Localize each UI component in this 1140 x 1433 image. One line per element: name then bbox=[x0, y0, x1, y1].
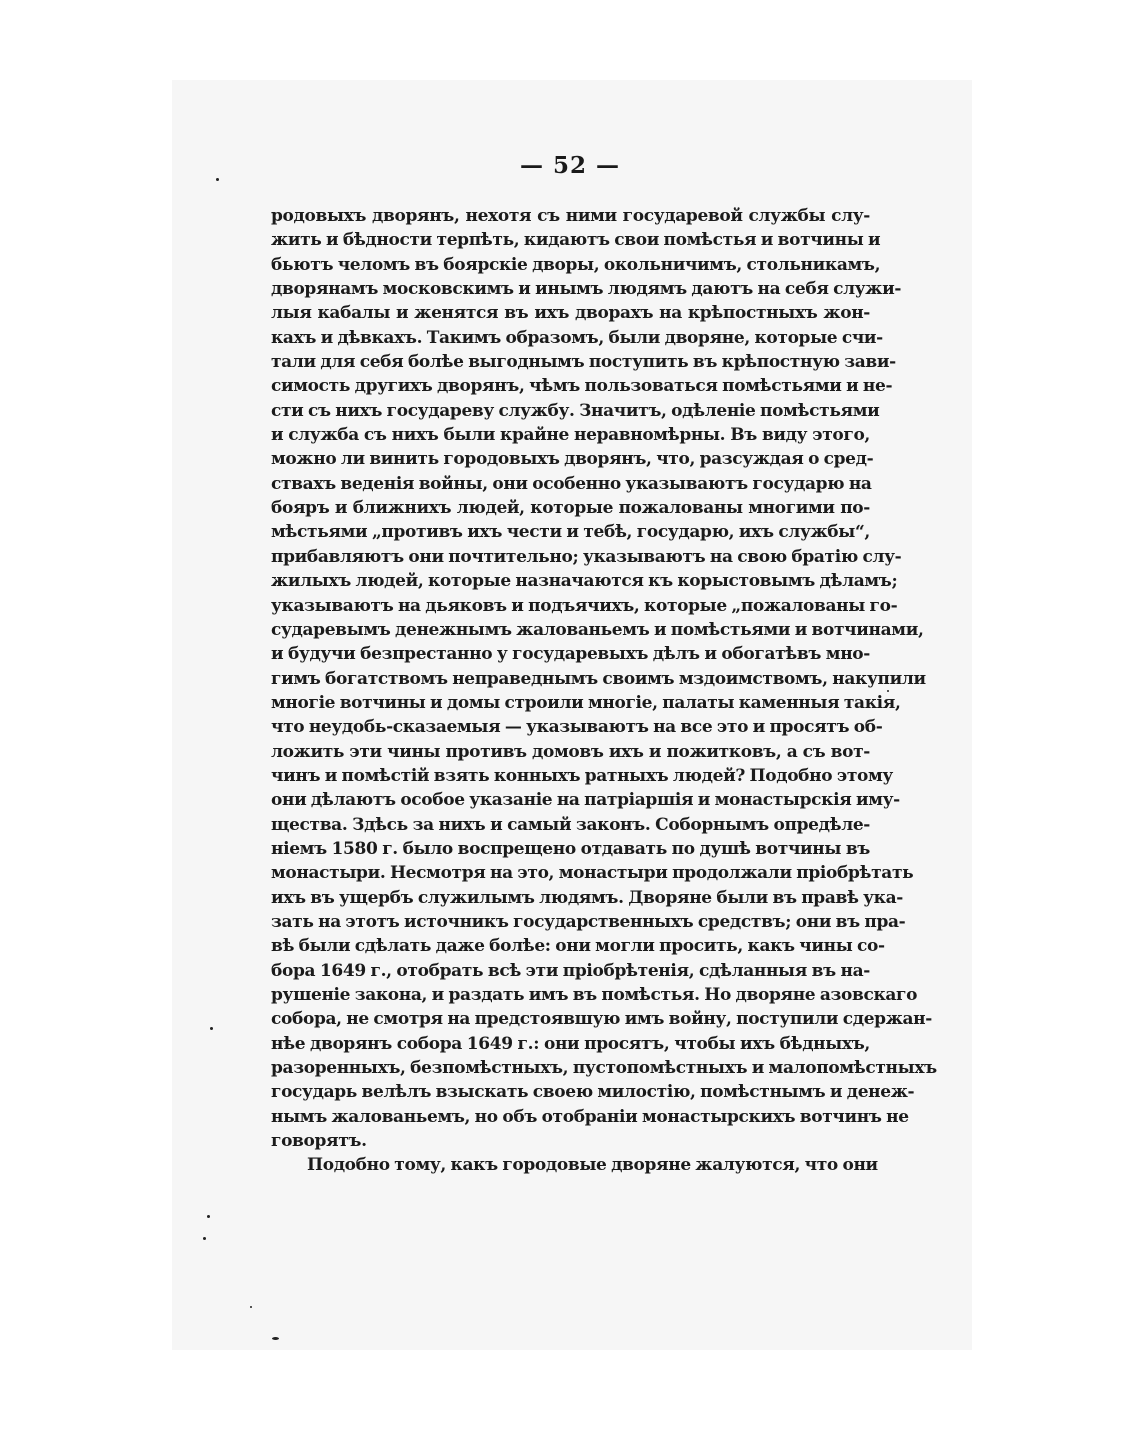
text-line: собора, не смотря на предстоявшую имъ войну, поступили сдержан- bbox=[271, 1009, 932, 1030]
text-line: сударевымъ денежнымъ жалованьемъ и помѣстьями и вотчинами, bbox=[271, 619, 924, 640]
text-line: указываютъ на дьяковъ и подъячихъ, которые „пожалованы го- bbox=[271, 595, 898, 616]
text-line: бора 1649 г., отобрать всѣ эти пріобрѣтенія, сдѣланныя въ на- bbox=[271, 960, 870, 981]
scan-speck bbox=[210, 1027, 213, 1030]
text-line: лыя кабалы и женятся въ ихъ дворахъ на крѣпостныхъ жон- bbox=[271, 303, 870, 324]
scan-speck bbox=[250, 1306, 252, 1308]
text-line: они дѣлаютъ особое указаніе на патріаршія и монастырскія иму- bbox=[271, 790, 900, 811]
text-line: тали для себя болѣе выгоднымъ поступить въ крѣпостную зави- bbox=[271, 352, 896, 373]
page-number: — 52 — bbox=[519, 152, 621, 179]
text-line: ложить эти чины противъ домовъ ихъ и пожитковъ, а съ вот- bbox=[271, 741, 870, 762]
text-line: зать на этотъ источникъ государственныхъ средствъ; они въ пра- bbox=[271, 911, 906, 932]
text-line: прибавляютъ они почтительно; указываютъ на свою братію слу- bbox=[271, 546, 902, 567]
text-line: ихъ въ ущербъ служилымъ людямъ. Дворяне были въ правѣ ука- bbox=[271, 887, 903, 908]
text-line: говорятъ. bbox=[271, 1131, 367, 1152]
text-line: щества. Здѣсь за нихъ и самый законъ. Соборнымъ опредѣле- bbox=[271, 814, 870, 835]
text-line: разоренныхъ, безпомѣстныхъ, пустопомѣстныхъ и малопомѣстныхъ bbox=[271, 1058, 937, 1079]
scan-speck bbox=[203, 1237, 206, 1240]
text-line: родовыхъ дворянъ, нехотя съ ними государевой службы слу- bbox=[271, 206, 870, 226]
scan-speck bbox=[216, 178, 219, 181]
text-line: жить и бѣдности терпѣть, кидаютъ свои помѣстья и вотчины и bbox=[271, 230, 881, 251]
scan-speck bbox=[272, 1337, 279, 1340]
text-line: кахъ и дѣвкахъ. Такимъ образомъ, были дворяне, которые счи- bbox=[271, 327, 883, 348]
text-line: бьютъ челомъ въ боярскіе дворы, окольничимъ, стольникамъ, bbox=[271, 254, 881, 275]
text-line: нѣе дворянъ собора 1649 г.: они просятъ, чтобы ихъ бѣдныхъ, bbox=[271, 1033, 870, 1054]
text-line: жилыхъ людей, которые назначаются къ корыстовымъ дѣламъ; bbox=[271, 571, 898, 592]
text-line: чинъ и помѣстій взять конныхъ ратныхъ людей? Подобно этому bbox=[271, 765, 893, 786]
scan-speck bbox=[887, 690, 889, 692]
text-line: и будучи безпрестанно у государевыхъ дѣлъ и обогатѣвъ мно- bbox=[271, 644, 870, 665]
text-line: мѣстьями „противъ ихъ чести и тебѣ, государю, ихъ службы“, bbox=[271, 522, 870, 543]
text-line: ствахъ веденія войны, они особенно указываютъ государю на bbox=[271, 473, 872, 494]
scan-speck bbox=[207, 1215, 210, 1218]
text-line: ніемъ 1580 г. было воспрещено отдавать по душѣ вотчины въ bbox=[271, 838, 870, 859]
body-text bbox=[271, 204, 937, 1178]
text-line: и служба съ нихъ были крайне неравномѣрны. Въ виду этого, bbox=[271, 425, 870, 446]
text-line: нымъ жалованьемъ, но объ отобраніи монастырскихъ вотчинъ не bbox=[271, 1106, 909, 1127]
text-line: сти съ нихъ государеву службу. Значитъ, одѣленіе помѣстьями bbox=[271, 400, 880, 421]
text-line: симость другихъ дворянъ, чѣмъ пользоваться помѣстьями и не- bbox=[271, 376, 893, 397]
text-line: государь велѣлъ взыскать своею милостію, помѣстнымъ и денеж- bbox=[271, 1082, 915, 1103]
text-line: рушеніе закона, и раздать имъ въ помѣстья. Но дворяне азовскаго bbox=[271, 985, 918, 1005]
text-line: вѣ были сдѣлать даже болѣе: они могли просить, какъ чины со- bbox=[271, 936, 885, 957]
text-line: бояръ и ближнихъ людей, которые пожалованы многими по- bbox=[271, 498, 870, 519]
text-line: многіе вотчины и домы строили многіе, палаты каменныя такія, bbox=[271, 692, 901, 713]
text-line: гимъ богатствомъ неправеднымъ своимъ мздоимствомъ, накупили bbox=[271, 668, 926, 689]
text-line: можно ли винить городовыхъ дворянъ, что, разсуждая о сред- bbox=[271, 449, 874, 470]
paragraph-start-line: Подобно тому, какъ городовые дворяне жалуются, что они bbox=[307, 1155, 878, 1176]
text-line: дворянамъ московскимъ и инымъ людямъ даютъ на себя служи- bbox=[271, 279, 902, 300]
text-line: что неудобь-сказаемыя — указываютъ на все это и просятъ об- bbox=[271, 717, 883, 738]
text-line: монастыри. Несмотря на это, монастыри продолжали пріобрѣтать bbox=[271, 863, 914, 884]
